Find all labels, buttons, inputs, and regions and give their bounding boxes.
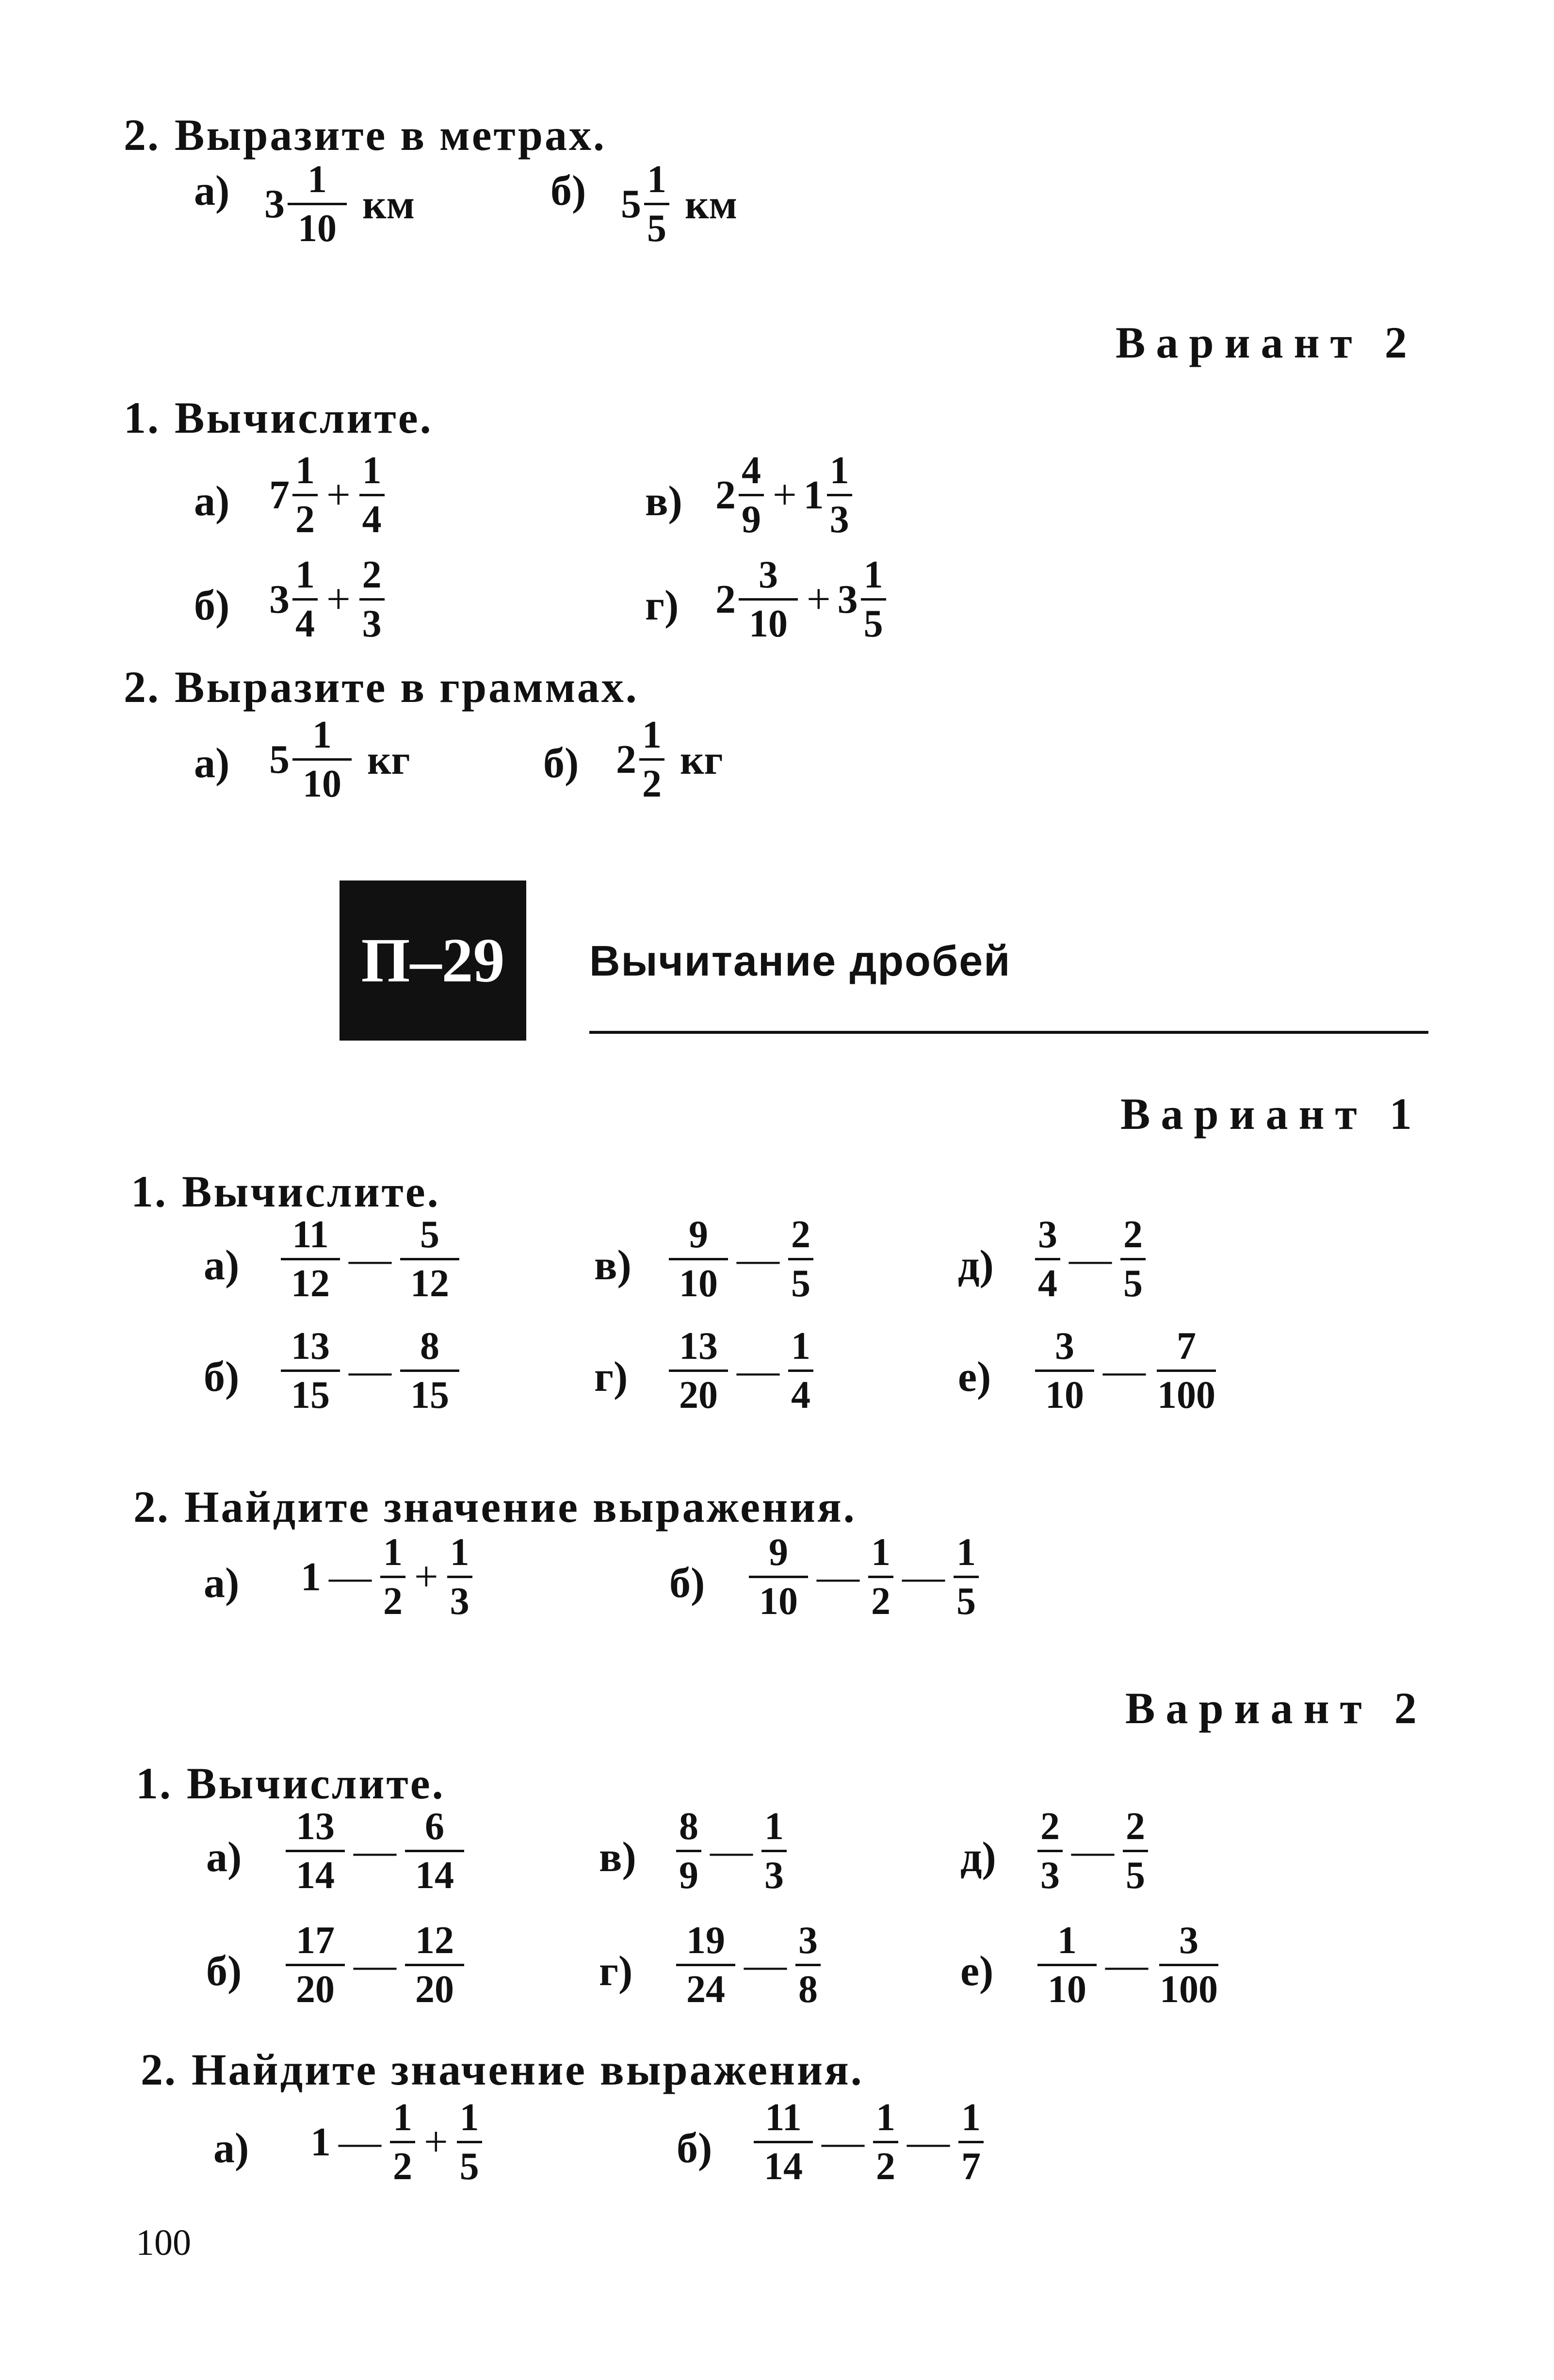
fraction (761, 1807, 787, 1895)
denominator: 9 (679, 1854, 698, 1897)
fraction (281, 1215, 340, 1303)
task-2-heading (124, 110, 607, 160)
whole-part: 3 (837, 576, 858, 622)
task-number: 2. (124, 110, 160, 160)
numerator: 1 (827, 451, 852, 496)
unit: кг (367, 736, 410, 783)
task-title: Найдите значение выражения. (184, 1482, 857, 1532)
whole-part: 2 (715, 472, 736, 518)
item-label: г) (594, 1353, 628, 1401)
item-label: д) (958, 1242, 994, 1289)
difference-expression (279, 1327, 461, 1415)
task-number: 2. (141, 2045, 177, 2094)
item-label: б) (669, 1560, 705, 1607)
item-label: г) (599, 1948, 633, 1995)
numerator: 2 (1123, 1807, 1148, 1852)
numerator: 1 (292, 451, 318, 496)
difference-expression (279, 1215, 461, 1303)
difference-expression (674, 1807, 789, 1895)
denominator: 2 (876, 2145, 895, 2188)
fraction (292, 716, 352, 803)
fraction (644, 160, 669, 248)
numerator: 13 (286, 1807, 345, 1852)
denominator: 10 (1048, 1968, 1086, 2011)
numerator: 13 (669, 1327, 728, 1372)
variant-heading: Вариант 1 (1120, 1089, 1423, 1139)
difference-expression (667, 1215, 815, 1303)
numerator: 1 (761, 1807, 787, 1852)
operator: + (326, 471, 351, 519)
operator: + (414, 1553, 438, 1600)
denominator: 12 (410, 1262, 449, 1305)
whole-part: 1 (310, 2119, 331, 2165)
numerator: 1 (788, 1327, 813, 1372)
denominator: 5 (791, 1262, 810, 1305)
operator: — (339, 2118, 381, 2166)
numerator: 3 (1035, 1215, 1060, 1260)
fraction (1035, 1327, 1094, 1415)
denominator: 5 (459, 2145, 479, 2188)
numerator: 19 (676, 1921, 735, 1966)
difference-expression (667, 1327, 815, 1415)
operator: + (326, 575, 351, 623)
denominator: 5 (1126, 1854, 1145, 1897)
task-title: Вычислите. (175, 393, 433, 442)
denominator: 20 (296, 1968, 335, 2011)
numerator: 1 (639, 716, 664, 761)
item-label: в) (594, 1242, 631, 1289)
denominator: 15 (291, 1374, 330, 1417)
denominator: 14 (415, 1854, 454, 1897)
numerator: 1 (390, 2098, 415, 2143)
fraction (1123, 1807, 1148, 1895)
operator: — (817, 1553, 859, 1600)
item-label: е) (958, 1353, 991, 1401)
fraction (405, 1807, 464, 1895)
denominator: 20 (415, 1968, 454, 2011)
item-label: в) (645, 478, 682, 525)
denominator: 5 (956, 1580, 976, 1623)
fraction (1157, 1921, 1221, 2009)
item-label: а) (206, 1834, 242, 1881)
mixed-number-expression (269, 716, 410, 803)
item-label: б) (677, 2125, 712, 2172)
mixed-number-expression (616, 716, 723, 803)
section-divider (589, 1031, 1428, 1034)
fraction (827, 451, 852, 539)
fraction (457, 2098, 482, 2186)
denominator: 5 (1123, 1262, 1143, 1305)
task-title: Вычислите. (187, 1759, 445, 1808)
denominator: 10 (1045, 1374, 1084, 1417)
fraction (1035, 1215, 1060, 1303)
denominator: 24 (686, 1968, 725, 2011)
numerator: 2 (788, 1215, 813, 1260)
fraction (868, 1533, 893, 1621)
numerator: 2 (1120, 1215, 1146, 1260)
denominator: 5 (647, 207, 666, 250)
item-label: а) (194, 478, 230, 525)
fraction (359, 451, 385, 539)
denominator: 7 (961, 2145, 981, 2188)
item-label: а) (194, 740, 230, 787)
fraction (400, 1215, 459, 1303)
fraction (288, 160, 347, 248)
numerator: 11 (281, 1215, 340, 1260)
numerator: 1 (868, 1533, 893, 1578)
expression (301, 1533, 474, 1621)
fraction (795, 1921, 821, 2009)
item-label: г) (645, 582, 679, 629)
operator: — (737, 1347, 779, 1394)
task-number: 1. (136, 1759, 172, 1808)
numerator: 3 (1035, 1327, 1094, 1372)
numerator: 1 (380, 1533, 405, 1578)
numerator: 2 (1037, 1807, 1063, 1852)
operator: — (902, 1553, 945, 1600)
fraction (669, 1215, 728, 1303)
numerator: 1 (359, 451, 385, 496)
item-label: е) (960, 1948, 994, 1995)
item-label: б) (194, 582, 230, 629)
fraction (1120, 1215, 1146, 1303)
operator: — (710, 1827, 753, 1875)
operator: — (907, 2118, 950, 2166)
whole-part: 5 (621, 181, 641, 227)
whole-part: 2 (616, 736, 636, 782)
numerator: 1 (873, 2098, 898, 2143)
numerator: 1 (1037, 1921, 1097, 1966)
fraction (788, 1215, 813, 1303)
operator: — (1103, 1347, 1146, 1394)
operator: — (737, 1235, 779, 1283)
fraction (400, 1327, 459, 1415)
numerator: 1 (292, 555, 318, 601)
difference-expression (284, 1921, 466, 2009)
denominator: 100 (1160, 1968, 1218, 2011)
denominator: 10 (679, 1262, 718, 1305)
denominator: 4 (295, 603, 315, 645)
numerator: 4 (739, 451, 764, 496)
operator: — (1105, 1941, 1148, 1989)
variant-heading: Вариант 2 (1116, 318, 1418, 367)
whole-part: 7 (269, 472, 290, 518)
task-item-b (550, 167, 586, 214)
numerator: 3 (739, 555, 798, 601)
item-label: б) (206, 1948, 242, 1995)
section-title: Вычитание дробей (589, 937, 1011, 985)
task-number: 2. (124, 662, 160, 712)
mixed-number-expression (264, 160, 415, 248)
operator: + (773, 471, 797, 519)
fraction (754, 2098, 813, 2186)
task-title: Выразите в метрах. (175, 110, 607, 160)
denominator: 2 (642, 763, 662, 805)
difference-expression (1033, 1327, 1220, 1415)
expression (752, 2098, 986, 2186)
operator: — (744, 1941, 787, 1989)
task-title: Выразите в граммах. (175, 662, 639, 712)
whole-part: 1 (301, 1554, 321, 1599)
difference-expression (1036, 1807, 1150, 1895)
operator: — (1071, 1827, 1114, 1875)
fraction (447, 1533, 472, 1621)
numerator: 8 (676, 1807, 701, 1852)
numerator: 3 (1159, 1921, 1218, 1966)
denominator: 2 (295, 498, 315, 541)
numerator: 11 (754, 2098, 813, 2143)
section-badge: П–29 (340, 880, 526, 1041)
fraction (873, 2098, 898, 2186)
fraction (639, 716, 664, 803)
denominator: 9 (742, 498, 761, 541)
numerator: 8 (400, 1327, 459, 1372)
numerator: 1 (954, 1533, 979, 1578)
operator: + (424, 2118, 448, 2166)
item-label: б) (550, 167, 586, 214)
expression (747, 1533, 981, 1621)
item-label: в) (599, 1834, 636, 1881)
expression (310, 2098, 484, 2186)
sum-expression (269, 555, 387, 643)
fraction (1037, 1807, 1063, 1895)
fraction (958, 2098, 984, 2186)
difference-expression (284, 1807, 466, 1895)
task-2-heading (141, 2047, 864, 2092)
denominator: 12 (291, 1262, 330, 1305)
whole-part: 3 (264, 181, 285, 227)
numerator: 1 (447, 1533, 472, 1578)
numerator: 9 (749, 1533, 808, 1578)
numerator: 1 (861, 555, 886, 601)
sum-expression (715, 555, 888, 643)
denominator: 14 (296, 1854, 335, 1897)
fraction (954, 1533, 979, 1621)
numerator: 3 (795, 1921, 821, 1966)
fraction (292, 451, 318, 539)
operator: — (1069, 1235, 1112, 1283)
whole-part: 3 (269, 576, 290, 622)
numerator: 7 (1157, 1327, 1216, 1372)
task-number: 2. (133, 1482, 170, 1532)
item-label: а) (204, 1560, 240, 1607)
operator: — (329, 1553, 372, 1600)
denominator: 3 (764, 1854, 784, 1897)
denominator: 4 (1038, 1262, 1057, 1305)
whole-part: 2 (715, 576, 736, 622)
task-1-heading (131, 1169, 440, 1214)
denominator: 10 (749, 603, 788, 645)
operator: + (807, 575, 831, 623)
page-number: 100 (136, 2222, 191, 2263)
operator: — (822, 2118, 864, 2166)
task-number: 1. (131, 1167, 167, 1216)
denominator: 3 (450, 1580, 469, 1623)
difference-expression (1036, 1921, 1223, 2009)
sum-expression (269, 451, 387, 539)
denominator: 2 (383, 1580, 403, 1623)
denominator: 3 (1040, 1854, 1060, 1897)
denominator: 10 (303, 763, 341, 805)
denominator: 20 (679, 1374, 718, 1417)
numerator: 1 (457, 2098, 482, 2143)
fraction (390, 2098, 415, 2186)
denominator: 15 (410, 1374, 449, 1417)
numerator: 12 (405, 1921, 464, 1966)
fraction (380, 1533, 405, 1621)
fraction (1037, 1921, 1097, 2009)
operator: — (349, 1347, 391, 1394)
operator: — (349, 1235, 391, 1283)
fraction (749, 1533, 808, 1621)
whole-part: 1 (803, 472, 824, 518)
fraction (669, 1327, 728, 1415)
task-title: Найдите значение выражения. (192, 2045, 864, 2094)
denominator: 10 (759, 1580, 798, 1623)
variant-heading: Вариант 2 (1125, 1683, 1427, 1733)
denominator: 4 (791, 1374, 810, 1417)
task-1-heading (136, 1761, 445, 1806)
fraction (286, 1807, 345, 1895)
denominator: 2 (871, 1580, 890, 1623)
numerator: 6 (405, 1807, 464, 1852)
denominator: 3 (362, 603, 382, 645)
numerator: 5 (400, 1215, 459, 1260)
denominator: 8 (798, 1968, 818, 2011)
fraction (739, 555, 798, 643)
item-label: а) (213, 2125, 249, 2172)
numerator: 1 (958, 2098, 984, 2143)
difference-expression (1033, 1215, 1148, 1303)
unit: кг (680, 736, 723, 783)
mixed-number-expression (621, 160, 737, 248)
fraction (359, 555, 385, 643)
item-label: а) (194, 167, 230, 214)
fraction (1154, 1327, 1218, 1415)
numerator: 17 (286, 1921, 345, 1966)
fraction (676, 1807, 701, 1895)
fraction (292, 555, 318, 643)
unit: км (362, 180, 415, 228)
task-title: Вычислите. (182, 1167, 440, 1216)
denominator: 5 (863, 603, 883, 645)
denominator: 3 (829, 498, 849, 541)
numerator: 13 (281, 1327, 340, 1372)
fraction (739, 451, 764, 539)
task-number: 1. (124, 393, 160, 442)
task-2-heading (124, 662, 639, 712)
sum-expression (715, 451, 854, 539)
denominator: 4 (362, 498, 382, 541)
fraction (405, 1921, 464, 2009)
numerator: 2 (359, 555, 385, 601)
task-1-heading (124, 395, 433, 440)
numerator: 1 (292, 716, 352, 761)
fraction (281, 1327, 340, 1415)
fraction (676, 1921, 735, 2009)
item-label: б) (543, 740, 579, 787)
task-item-a (194, 167, 230, 214)
operator: — (354, 1941, 396, 1989)
item-label: а) (204, 1242, 240, 1289)
denominator: 100 (1157, 1374, 1215, 1417)
item-label: б) (204, 1353, 240, 1401)
fraction (788, 1327, 813, 1415)
task-2-heading (133, 1482, 857, 1532)
fraction (286, 1921, 345, 2009)
numerator: 1 (288, 160, 347, 205)
whole-part: 5 (269, 736, 290, 782)
numerator: 1 (644, 160, 669, 205)
difference-expression (674, 1921, 823, 2009)
numerator: 9 (669, 1215, 728, 1260)
denominator: 14 (764, 2145, 803, 2188)
denominator: 2 (393, 2145, 412, 2188)
item-label: д) (960, 1834, 996, 1881)
fraction (861, 555, 886, 643)
denominator: 10 (298, 207, 337, 250)
unit: км (685, 180, 738, 228)
operator: — (354, 1827, 396, 1875)
